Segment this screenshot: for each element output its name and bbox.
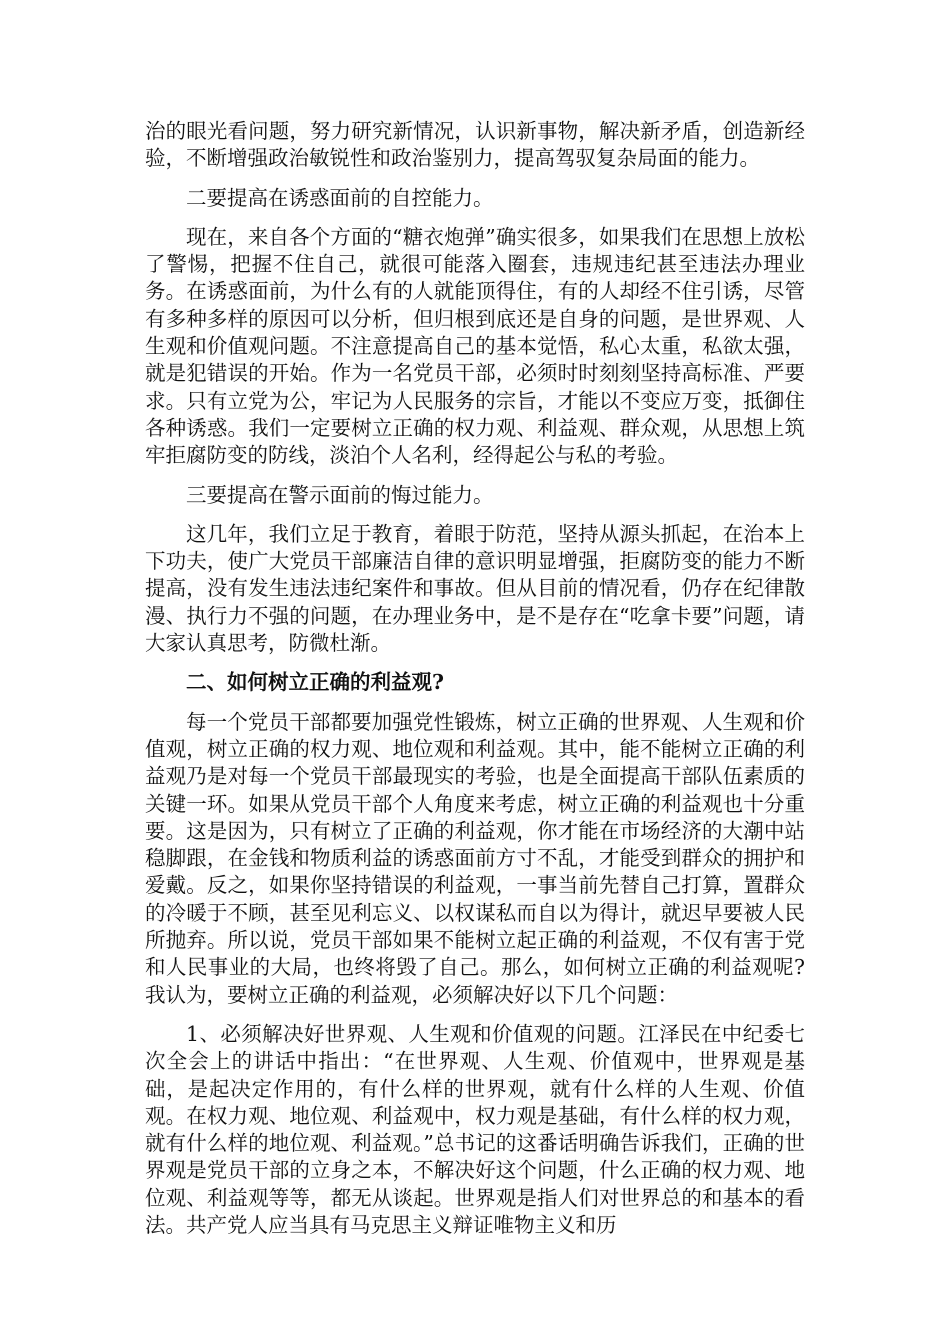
paragraph-prevention: 这几年，我们立足于教育，着眼于防范，坚持从源头抓起，在治本上下功夫，使广大党员干部廉洁自律的意识明显增强，拒腐防变的能力不断提高，没有发生违法违纪案件和事故。但从目前的情况看，仍存在纪律散漫、执行力不强的问题，在办理业务中，是不是存在“吃拿卡要”问题，请大家认真思考，防微杜渐。 (145, 521, 805, 656)
paragraph-point-three: 三要提高在警示面前的悔过能力。 (186, 482, 494, 507)
document-page (145, 118, 805, 1251)
paragraph-interest-view: 每一个党员干部都要加强党性锻炼，树立正确的世界观、人生观和价值观，树立正确的权力观、地位观和利益观。其中，能不能树立正确的利益观乃是对每一个党员干部最现实的考验，也是全面提高干部队伍素质的关键一环。如果从党员干部个人角度来考虑，树立正确的利益观也十分重要。这是因为，只有树立了正确的利益观，你才能在市场经济的大潮中站稳脚跟，在金钱和物质利益的诱惑面前方寸不乱，才能受到群众的拥护和爱戴。反之，如果你坚持错误的利益观，一事当前先替自己打算，置群众的冷暖于不顾，甚至见利忘义、以权谋私而自以为得计，就迟早要被人民所抛弃。所以说，党员干部如果不能树立起正确的利益观，不仅有害于党和人民事业的大局，也终将毁了自己。那么，如何树立正确的利益观呢?我认为，要树立正确的利益观，必须解决好以下几个问题： (145, 709, 805, 1007)
paragraph-temptation: 现在，来自各个方面的“糖衣炮弹”确实很多，如果我们在思想上放松了警惕，把握不住自己，就很可能落入圈套，违规违纪甚至违法办理业务。在诱惑面前，为什么有的人就能顶得住，有的人却经不住引诱，尽管有多种多样的原因可以分析，但归根到底还是自身的问题，是世界观、人生观和价值观问题。不注意提高自己的基本觉悟，私心太重，私欲太强，就是犯错误的开始。作为一名党员干部，必须时时刻刻坚持高标准、严要求。只有立党为公，牢记为人民服务的宗旨，才能以不变应万变，抵御住各种诱惑。我们一定要树立正确的权力观、利益观、群众观，从思想上筑牢拒腐防变的防线，淡泊个人名利，经得起公与私的考验。 (145, 224, 805, 468)
paragraph-worldview: 1、必须解决好世界观、人生观和价值观的问题。江泽民在中纪委七次全会上的讲话中指出：“在世界观、人生观、价值观中，世界观是基础，是起决定作用的，有什么样的世界观，就有什么样的人生观、价值观。在权力观、地位观、利益观中，权力观是基础，有什么样的权力观，就有什么样的地位观、利益观。”总书记的这番话明确告诉我们，正确的世界观是党员干部的立身之本，不解决好这个问题，什么正确的权力观、地位观、利益观等等，都无从谈起。世界观是指人们对世界总的和基本的看法。共产党人应当具有马克思主义辩证唯物主义和历 (145, 1021, 805, 1237)
paragraph-continuation: 治的眼光看问题，努力研究新情况，认识新事物，解决新矛盾，创造新经验，不断增强政治敏锐性和政治鉴别力，提高驾驭复杂局面的能力。 (145, 119, 805, 171)
paragraph-point-two: 二要提高在诱惑面前的自控能力。 (186, 185, 494, 210)
section-heading: 二、如何树立正确的利益观? (186, 670, 445, 695)
